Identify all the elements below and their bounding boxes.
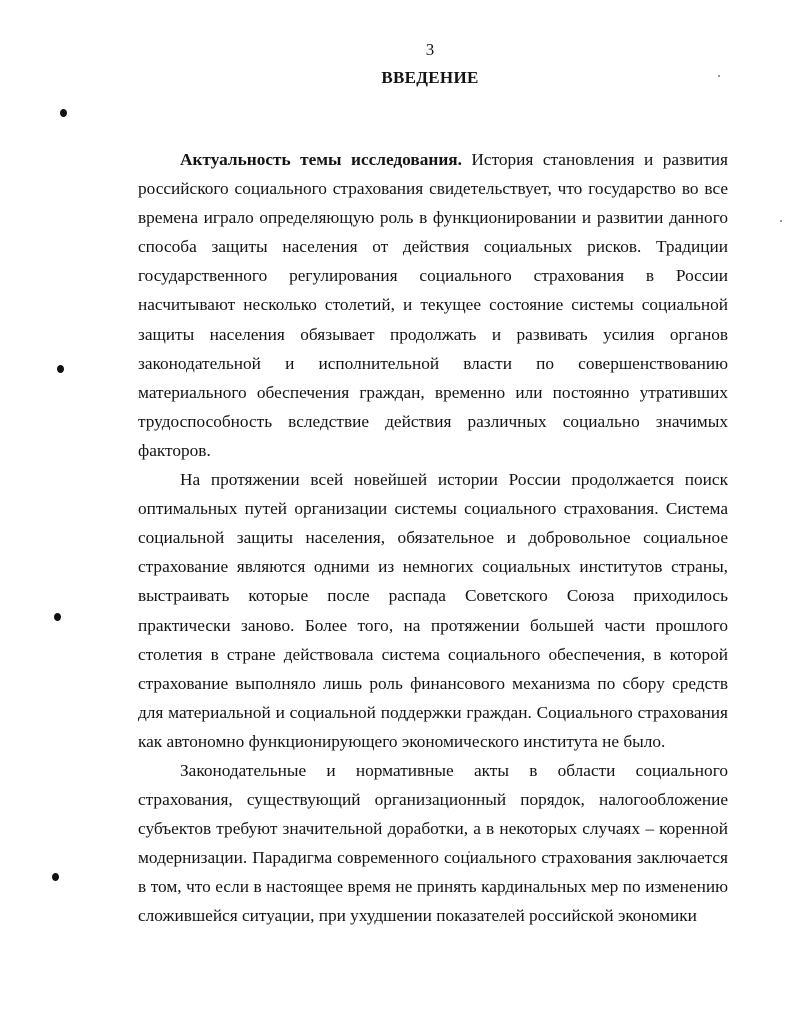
body-text <box>138 145 728 931</box>
paragraph <box>138 465 728 756</box>
punch-hole-mark <box>52 873 59 881</box>
punch-hole-mark <box>60 109 67 117</box>
paragraph-text: История становления и развития российского социального страхования свидетельствует, что государство во все времена играло определяющую роль в функционировании и развитии данного способа защиты населения от действия социальных рисков. Традиции государственного регулирования социального страхования в России насчитывают несколько столетий, и текущее состояние системы социальной защиты населения обязывает продолжать и развивать усилия органов законодательной и исполнительной власти по совершенствованию материального обеспечения граждан, временно или постоянно утративших трудоспособность вследствие действия различных социально значимых факторов. <box>138 150 728 460</box>
paragraph-text: На протяжении всей новейшей истории России продолжается поиск оптимальных путей организации системы социального страхования. Система социальной защиты населения, обязательное и добровольное социальное страхование являются одними из немногих социальных институтов страны, выстраивать которые после распада Советского Союза приходилось практически заново. Более того, на протяжении большей части прошлого столетия в стране действовала система социального обеспечения, в которой страхование выполняло лишь роль финансового механизма по сбору средств для материальной и социальной поддержки граждан. Социального страхования как автономно функционирующего экономического института не было. <box>138 470 728 751</box>
punch-hole-mark <box>54 613 61 621</box>
scan-speck <box>780 220 782 222</box>
paragraph <box>138 756 728 931</box>
page-number: 3 <box>425 40 435 59</box>
paragraph-text: Законодательные и нормативные акты в области социального страхования, существующий организационный порядок, налогообложение субъектов требуют значительной доработки, а в некоторых случаях – коренной модернизации. Парадигма современного социального страхования заключается в том, что если в настоящее время не принять кардинальных мер по изменению сложившейся ситуации, при ухудшении показателей российской экономики <box>138 760 728 926</box>
paragraph-lead: Актуальность темы исследования. <box>180 150 462 169</box>
section-heading: ВВЕДЕНИЕ <box>381 68 479 87</box>
paragraph <box>138 145 728 465</box>
punch-hole-mark <box>57 365 64 373</box>
